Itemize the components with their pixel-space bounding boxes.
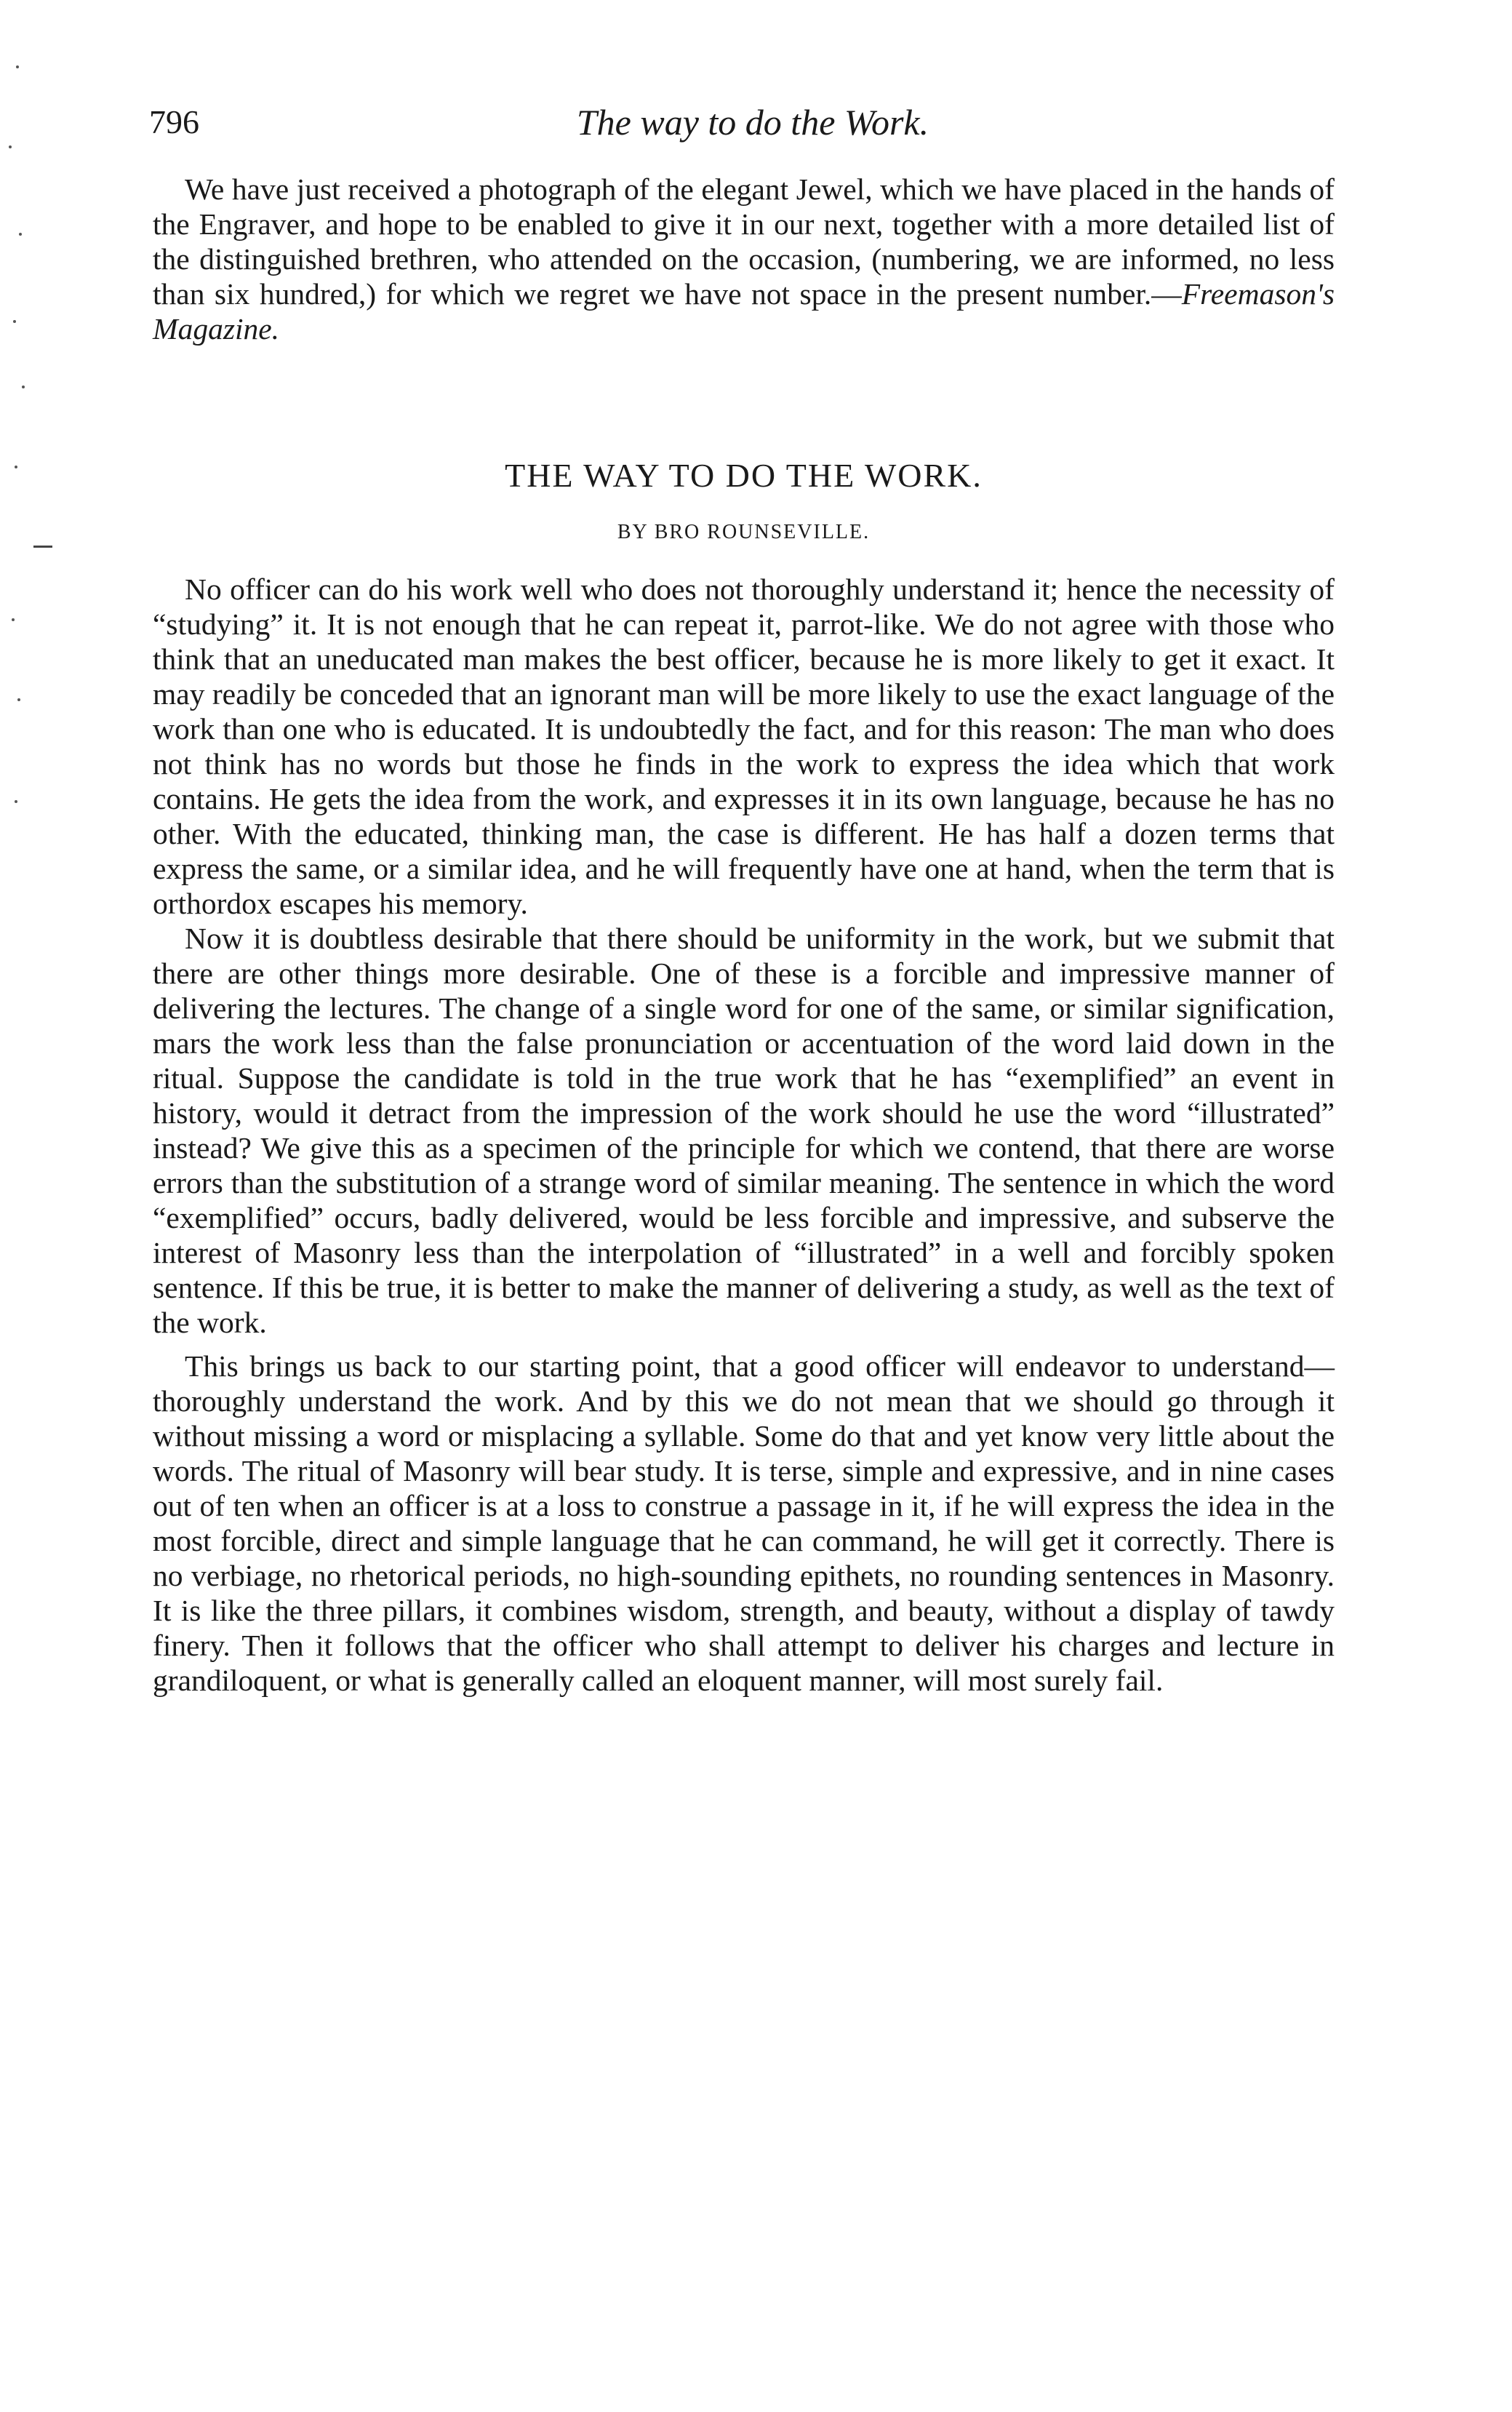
margin-mark [9, 145, 12, 148]
margin-mark [15, 466, 17, 468]
running-title: The way to do the Work. [576, 102, 929, 143]
intro-text: We have just received a photograph of the elegant Jewel, which we have placed in the hands of the Engraver, and hope to be enabled to give it in our next, together with a more detailed list of the distinguished brethren, who attended on the occasion, (numbering, we are informed, no less than six hundred,) for which we regret we have not space in the present number.— [153, 172, 1335, 311]
intro-paragraph [153, 172, 1335, 346]
margin-mark [33, 546, 52, 548]
body-paragraph: No officer can do his work well who does not thoroughly understand it; hence the necessity of “studying” it. It is not enough that he can repeat it, parrot-like. We do not agree with those who think that an uneducated man makes the best officer, because he is more likely to get it exact. It may readily be conceded that an ignorant man will be more likely to use the exact language of the work than one who is educated. It is undoubtedly the fact, and for this reason: The man who does not think has no words but those he finds in the work to express the idea which that work contains. He gets the idea from the work, and expresses it in its own language, because he has no other. With the educated, thinking man, the case is different. He has half a dozen terms that express the same, or a similar idea, and he will frequently have one at hand, when the term that is orthordox escapes his memory. [153, 572, 1335, 920]
running-head [149, 100, 1356, 144]
intro-source: Freemason's Magazine. [153, 277, 1335, 346]
margin-mark [12, 618, 15, 621]
article-title: THE WAY TO DO THE WORK. [505, 457, 983, 494]
margin-mark [22, 386, 25, 388]
body-paragraph: This brings us back to our starting point, that a good officer will endeavor to understand—thoroughly understand the work. And by this we do not mean that we should go through it without missing a word or misplacing a syllable. Some do that and yet know very little about the words. The ritual of Masonry will bear study. It is terse, simple and expressive, and in nine cases out of ten when an officer is at a loss to construe a passage in it, if he will express the idea in the most forcible, direct and simple language that he can command, he will get it correctly. There is no verbiage, no rhetorical periods, no high-sounding epithets, no rounding sentences in Masonry. It is like the three pillars, it combines wisdom, strength, and beauty, without a display of tawdy finery. Then it follows that the officer who shall attempt to deliver his charges and lecture in grandiloquent, or what is generally called an eloquent manner, will most surely fail. [153, 1349, 1335, 1697]
article-byline: BY BRO ROUNSEVILLE. [617, 521, 871, 543]
margin-gutter-marks [0, 44, 58, 844]
page-number: 796 [149, 103, 199, 140]
body-paragraph: Now it is doubtless desirable that there should be uniformity in the work, but we submit that there are other things more desirable. One of these is a forcible and impressive manner of delivering the lectures. The change of a single word for one of the same, or similar signification, mars the work less than the false pronunciation or accentuation of the word laid down in the ritual. Suppose the candidate is told in the true work that he has “exemplified” an event in history, would it detract from the impression of the work should he use the word “illustrated” instead? We give this as a specimen of the principle for which we contend, that there are worse errors than the substitution of a strange word of similar meaning. The sentence in which the word “exemplified” occurs, badly delivered, would be less forcible and impressive, and subserve the interest of Masonry less than the interpolation of “illustrated” in a well and forcibly spoken sentence. If this be true, it is better to make the manner of delivering a study, as well as the text of the work. [153, 922, 1335, 1339]
margin-mark [17, 698, 20, 701]
margin-mark [13, 320, 16, 323]
article-body [153, 572, 1335, 1698]
margin-mark [16, 65, 19, 68]
margin-mark [15, 800, 17, 803]
margin-mark [19, 233, 22, 236]
